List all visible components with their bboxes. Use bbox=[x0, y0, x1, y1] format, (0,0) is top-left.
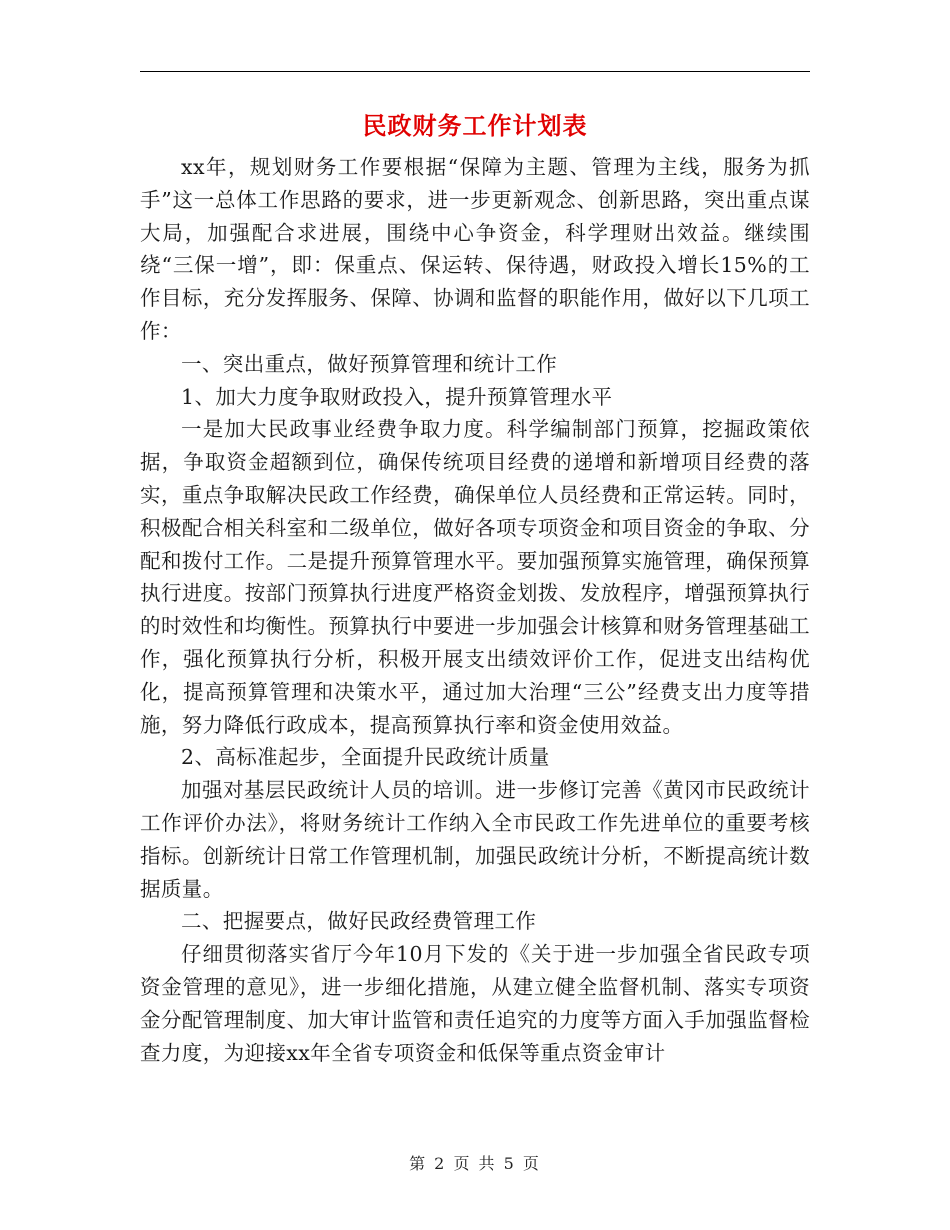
header-rule bbox=[140, 71, 810, 72]
body-paragraph-funds: 仔细贯彻落实省厅今年10月下发的《关于进一步加强全省民政专项资金管理的意见》，进一步细化措施，从建立健全监督机制、落实专项资金分配管理制度、加大审计监管和责任追究的力度等方面入手加强监督检查力度，为迎接xx年全省专项资金和低保等重点资金审计 bbox=[140, 942, 810, 1065]
page-number-footer: 第 2 页 共 5 页 bbox=[409, 1154, 541, 1173]
document-body bbox=[140, 151, 810, 1069]
body-paragraph-statistics: 加强对基层民政统计人员的培训。进一步修订完善《黄冈市民政统计工作评价办法》，将财务统计工作纳入全市民政工作先进单位的重要考核指标。创新统计日常工作管理机制，加强民政统计分析，不断提高统计数据质量。 bbox=[140, 778, 810, 901]
section-heading-2: 二、把握要点，做好民政经费管理工作 bbox=[181, 909, 537, 934]
subsection-heading-1-1: 1、加大力度争取财政投入，提升预算管理水平 bbox=[181, 384, 613, 409]
body-paragraph-budget: 一是加大民政事业经费争取力度。科学编制部门预算，挖掘政策依据，争取资金超额到位，确保传统项目经费的递增和新增项目经费的落实，重点争取解决民政工作经费，确保单位人员经费和正常运转。同时，积极配合相关科室和二级单位，做好各项专项资金和项目资金的争取、分配和拨付工作。二是提升预算管理水平。要加强预算实施管理，确保预算执行进度。按部门预算执行进度严格资金划拨、发放程序，增强预算执行的时效性和均衡性。预算执行中要进一步加强会计核算和财务管理基础工作，强化预算执行分析，积极开展支出绩效评价工作，促进支出结构优化，提高预算管理和决策水平，通过加大治理“三公”经费支出力度等措施，努力降低行政成本，提高预算执行率和资金使用效益。 bbox=[140, 417, 810, 737]
subsection-heading-1-2: 2、高标准起步，全面提升民政统计质量 bbox=[181, 745, 550, 770]
section-heading-1: 一、突出重点，做好预算管理和统计工作 bbox=[181, 351, 558, 376]
document-title: 民政财务工作计划表 bbox=[362, 111, 588, 140]
body-paragraph-intro: xx年，规划财务工作要根据“保障为主题、管理为主线，服务为抓手”这一总体工作思路的要求，进一步更新观念、创新思路，突出重点谋大局，加强配合求进展，围绕中心争资金，科学理财出效益。继续围绕“三保一增”，即：保重点、保运转、保待遇，财政投入增长15%的工作目标，充分发挥服务、保障、协调和监督的职能作用，做好以下几项工作： bbox=[140, 155, 810, 343]
